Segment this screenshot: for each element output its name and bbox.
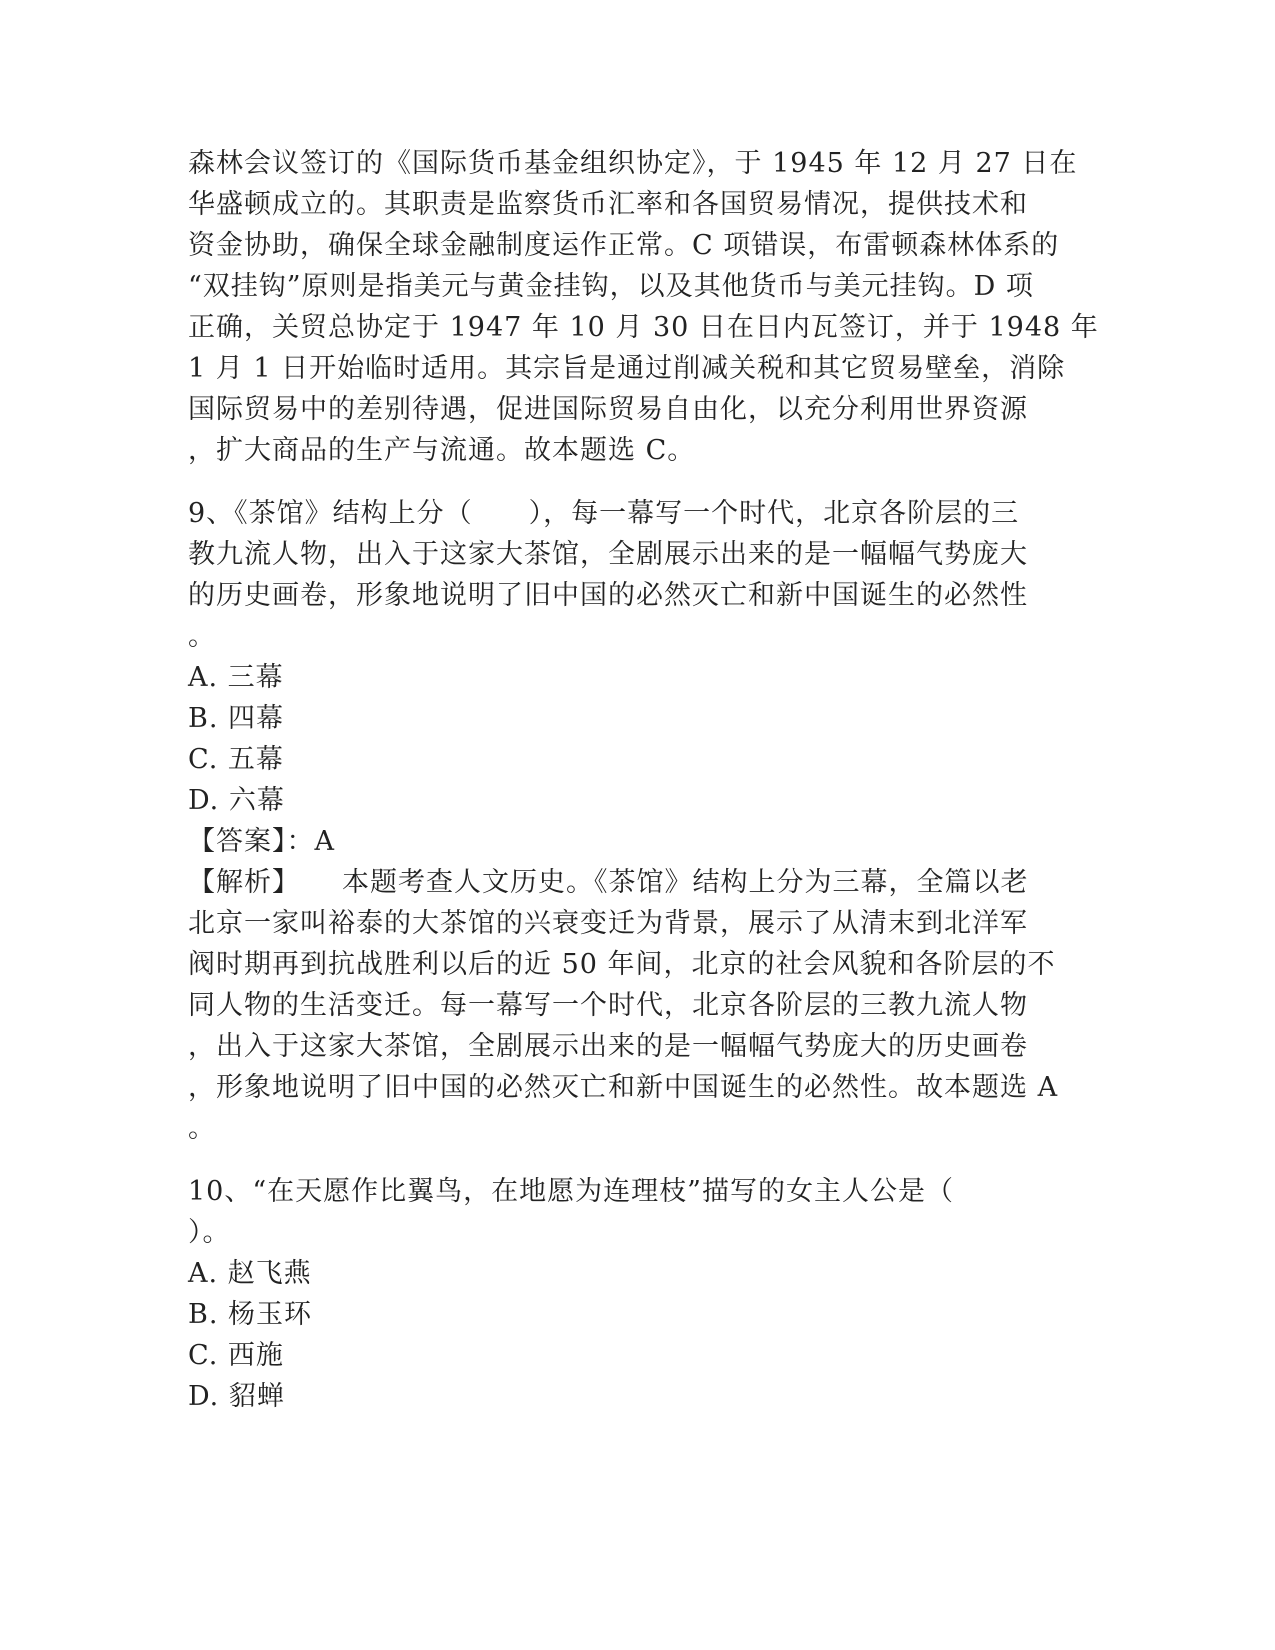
question-stem-line: 10、“在天愿作比翼鸟，在地愿为连理枝”描写的女主人公是（ [188,1176,954,1207]
text-line: 1 月 1 日开始临时适用。其宗旨是通过削减关税和其它贸易壁垒，消除 [188,353,1066,384]
option-a: A. 赵飞燕 [188,1258,312,1289]
text-line: 资金协助，确保全球金融制度运作正常。C 项错误，布雷顿森林体系的 [188,230,1060,261]
question-stem-line: ）。 [188,1217,231,1248]
question-stem-line: 的历史画卷，形象地说明了旧中国的必然灭亡和新中国诞生的必然性 [188,580,1028,611]
analysis-line: 阀时期再到抗战胜利以后的近 50 年间，北京的社会风貌和各阶层的不 [188,949,1056,980]
analysis-line: ，形象地说明了旧中国的必然灭亡和新中国诞生的必然性。故本题选 A [188,1072,1059,1103]
analysis-line: 。 [188,1113,216,1144]
option-d: D. 貂蝉 [188,1381,285,1412]
option-a: A. 三幕 [188,662,284,693]
analysis-text: 本题考查人文历史。《茶馆》结构上分为三幕，全篇以老 [342,867,1029,898]
option-c: C. 五幕 [188,744,284,775]
analysis-line: 北京一家叫裕泰的大茶馆的兴衰变迁为背景，展示了从清末到北洋军 [188,908,1028,939]
text-line: 华盛顿成立的。其职责是监察货币汇率和各国贸易情况，提供技术和 [188,189,1028,220]
text-line: 森林会议签订的《国际货币基金组织协定》，于 1945 年 12 月 27 日在 [188,148,1078,179]
option-c: C. 西施 [188,1340,284,1371]
text-line: 正确，关贸总协定于 1947 年 10 月 30 日在日内瓦签订，并于 1948 年 [188,312,1099,343]
analysis-first-line [188,866,1029,900]
option-b: B. 杨玉环 [188,1299,313,1330]
question-stem-line: 9、《茶馆》结构上分（ ），每一幕写一个时代，北京各阶层的三 [188,498,1020,529]
analysis-label: 【解析】 [188,867,300,898]
text-line: “双挂钩”原则是指美元与黄金挂钩，以及其他货币与美元挂钩。D 项 [188,271,1034,302]
question-stem-line: 。 [188,621,216,652]
analysis-line: 同人物的生活变迁。每一幕写一个时代，北京各阶层的三教九流人物 [188,990,1028,1021]
text-line: ，扩大商品的生产与流通。故本题选 C。 [188,435,696,466]
analysis-line: ，出入于这家大茶馆，全剧展示出来的是一幅幅气势庞大的历史画卷 [188,1031,1028,1062]
question-stem-line: 教九流人物，出入于这家大茶馆，全剧展示出来的是一幅幅气势庞大 [188,539,1028,570]
option-d: D. 六幕 [188,785,285,816]
answer-line: 【答案】：A [188,826,335,857]
option-b: B. 四幕 [188,703,285,734]
text-line: 国际贸易中的差别待遇，促进国际贸易自由化，以充分利用世界资源 [188,394,1028,425]
